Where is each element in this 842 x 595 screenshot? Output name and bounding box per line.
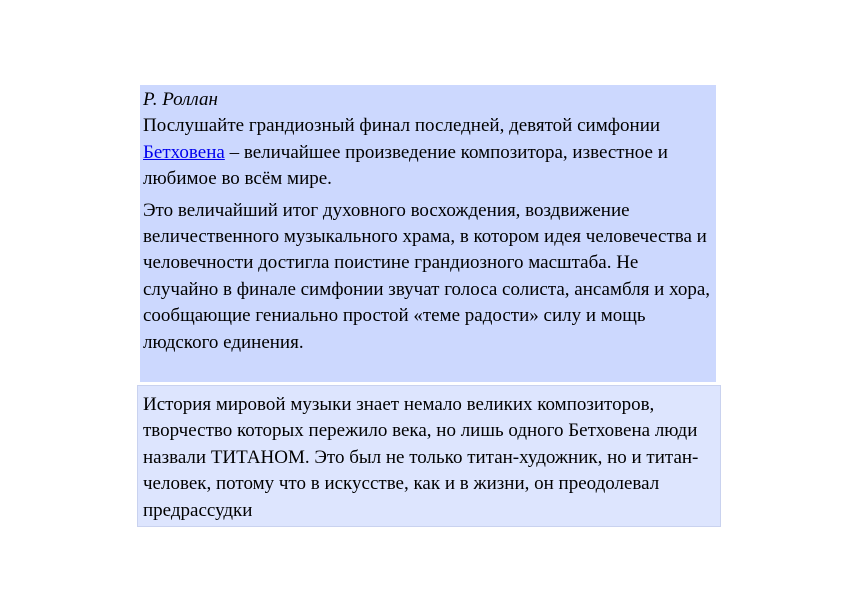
history-paragraph: История мировой музыки знает немало великих композиторов, творчество которых пережило века, но лишь одного Бетховена люди назвали ТИТАНОМ. Это был не только титан-художник, но и титан-человек, потому что в искусстве, как и в жизни, он преодолевал предрассудки [143, 394, 699, 521]
beethoven-link[interactable]: Бетховена [143, 141, 225, 163]
quote-paragraph-2: Это величайший итог духовного восхождения, воздвижение величественного музыкального храма, в котором идея человечества и человечности достигла поистине грандиозного масштаба. Не случайно в финале симфонии звучат голоса солиста, ансамбля и хора, сообщающие гениально простой «теме радости» силу и мощь людского единения. [143, 199, 711, 353]
quote-paragraph-1-text-before: Послушайте грандиозный финал последней, девятой симфонии [143, 115, 661, 137]
quote-author: Р. Роллан [143, 89, 218, 110]
quote-block [140, 85, 716, 382]
quote-paragraph-1-text-after: – величайшее произведение композитора, известное и любимое во всём мире. [143, 141, 668, 190]
history-block [137, 385, 721, 527]
quote-paragraph-1 [143, 113, 716, 192]
